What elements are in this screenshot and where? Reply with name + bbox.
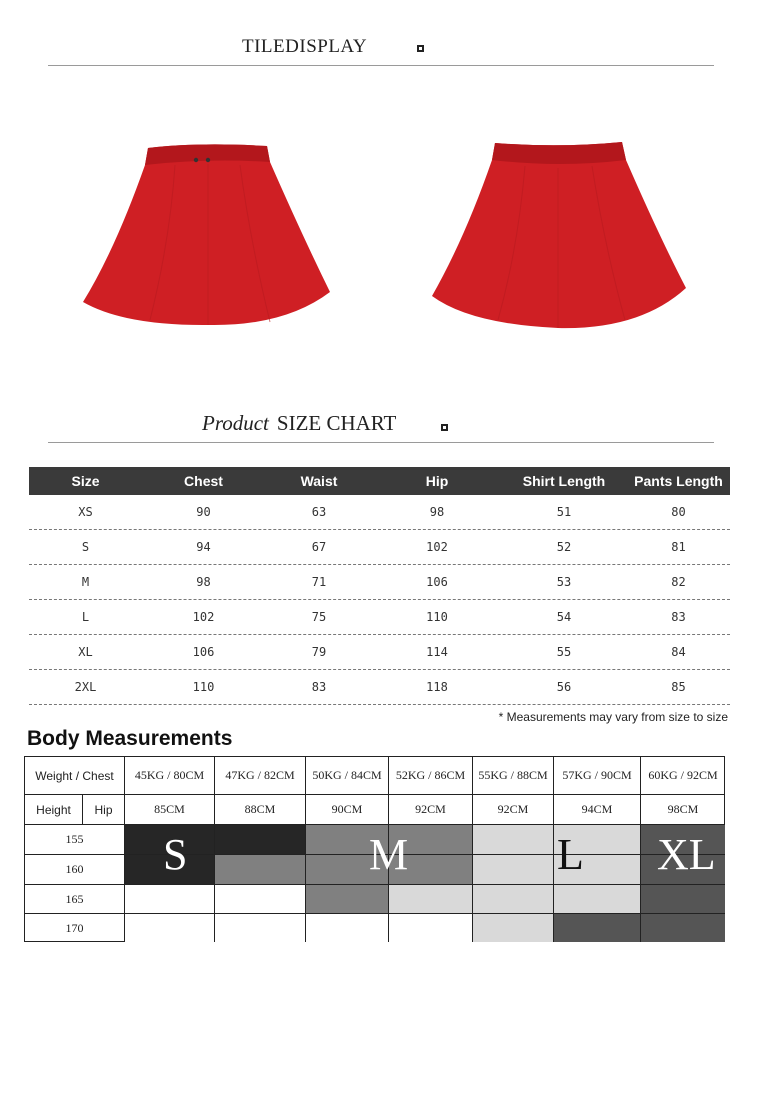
size-cell-xl — [641, 914, 725, 942]
table-row — [29, 530, 730, 565]
cell-chest: 102 — [192, 610, 215, 624]
height-label: Height — [25, 795, 83, 825]
cell-chest: 106 — [192, 645, 215, 659]
hip-cell: 90CM — [306, 795, 389, 825]
brand-square-icon — [417, 45, 424, 52]
size-chart-title-normal: SIZE CHART — [276, 411, 397, 435]
cell-size: XL — [78, 645, 93, 659]
cell-pants-length: 81 — [671, 540, 686, 554]
cell-chest: 90 — [196, 505, 211, 519]
cell-shirt-length: 52 — [556, 540, 572, 554]
hip-cell: 98CM — [641, 795, 725, 825]
hip-cell: 92CM — [389, 795, 473, 825]
body-measurements-title: Body Measurements — [27, 727, 233, 750]
height-cell: 160 — [25, 855, 125, 885]
header-shirt-length: Shirt Length — [522, 473, 606, 489]
weight-chest-cell: 52KG / 86CM — [389, 757, 473, 795]
body-measurements-grid — [24, 756, 725, 942]
size-chart-square-icon — [441, 424, 448, 431]
cell-chest: 94 — [196, 540, 211, 554]
size-letter-l: L — [557, 830, 584, 879]
hip-cell: 94CM — [554, 795, 641, 825]
size-cell-l — [473, 885, 554, 914]
weight-chest-cell: 55KG / 88CM — [473, 757, 554, 795]
cell-pants-length: 80 — [671, 505, 686, 519]
cell-size: 2XL — [74, 680, 97, 694]
size-cell-l — [473, 855, 554, 885]
measurement-note: * Measurements may vary from size to size — [498, 710, 728, 724]
size-cell-m — [215, 855, 306, 885]
size-cell-xl — [554, 914, 641, 942]
weight-chest-cell: 50KG / 84CM — [306, 757, 389, 795]
cell-hip: 102 — [426, 540, 448, 554]
table-row — [29, 495, 730, 530]
header-size: Size — [71, 473, 100, 489]
red-skirt-back — [430, 138, 690, 333]
size-cell-empty — [125, 914, 215, 942]
cell-hip: 110 — [426, 610, 448, 624]
cell-chest: 110 — [192, 680, 215, 694]
cell-shirt-length: 54 — [556, 610, 572, 624]
cell-pants-length: 82 — [671, 575, 686, 589]
table-row — [29, 635, 730, 670]
size-cell-l — [473, 825, 554, 855]
size-cell-l — [389, 885, 473, 914]
size-chart-title-italic: Product — [202, 411, 269, 435]
cell-waist: 63 — [311, 505, 327, 519]
cell-shirt-length: 51 — [556, 505, 572, 519]
size-chart-divider — [48, 442, 714, 443]
size-letter-xl: XL — [657, 830, 716, 879]
cell-pants-length: 84 — [671, 645, 686, 659]
height-cell: 170 — [25, 914, 125, 942]
size-cell-xl — [641, 885, 725, 914]
weight-chest-label: Weight / Chest — [25, 757, 125, 795]
size-cell-s — [215, 825, 306, 855]
size-letter-m: M — [369, 830, 409, 879]
header-hip: Hip — [425, 473, 449, 489]
table-row — [29, 670, 730, 705]
table-row — [29, 600, 730, 635]
size-chart-title — [202, 411, 396, 436]
cell-waist: 83 — [311, 680, 327, 694]
weight-chest-cell: 57KG / 90CM — [554, 757, 641, 795]
size-letter-s: S — [163, 830, 188, 879]
height-cell: 165 — [25, 885, 125, 914]
size-cell-l — [473, 914, 554, 942]
cell-size: M — [81, 575, 90, 589]
header-pants-length: Pants Length — [634, 473, 723, 489]
cell-shirt-length: 55 — [556, 645, 572, 659]
cell-shirt-length: 53 — [556, 575, 572, 589]
size-cell-empty — [125, 885, 215, 914]
size-cell-empty — [306, 914, 389, 942]
cell-size: L — [81, 610, 90, 624]
size-cell-empty — [215, 885, 306, 914]
header-divider — [48, 65, 714, 66]
weight-chest-cell: 47KG / 82CM — [215, 757, 306, 795]
hip-cell: 92CM — [473, 795, 554, 825]
cell-hip: 106 — [426, 575, 448, 589]
height-cell: 155 — [25, 825, 125, 855]
size-cell-empty — [389, 914, 473, 942]
red-skirt-front — [80, 140, 335, 330]
weight-chest-cell: 45KG / 80CM — [125, 757, 215, 795]
cell-pants-length: 83 — [671, 610, 686, 624]
cell-chest: 98 — [196, 575, 211, 589]
cell-pants-length: 85 — [671, 680, 686, 694]
cell-waist: 75 — [311, 610, 327, 624]
hip-cell: 85CM — [125, 795, 215, 825]
header-chest: Chest — [184, 473, 223, 489]
table-row — [29, 565, 730, 600]
cell-size: XS — [78, 505, 93, 519]
hip-label: Hip — [83, 795, 125, 825]
cell-waist: 71 — [311, 575, 327, 589]
hip-cell: 88CM — [215, 795, 306, 825]
cell-hip: 98 — [429, 505, 445, 519]
cell-shirt-length: 56 — [556, 680, 572, 694]
size-cell-m — [306, 885, 389, 914]
size-table-header — [29, 467, 730, 495]
cell-size: S — [81, 540, 90, 554]
size-cell-l — [554, 885, 641, 914]
weight-chest-cell: 60KG / 92CM — [641, 757, 725, 795]
header-waist: Waist — [300, 473, 338, 489]
cell-waist: 67 — [311, 540, 327, 554]
size-table — [29, 467, 730, 705]
cell-hip: 114 — [426, 645, 448, 659]
cell-waist: 79 — [311, 645, 327, 659]
brand-title: TILEDISPLAY — [242, 36, 368, 57]
size-cell-empty — [215, 914, 306, 942]
cell-hip: 118 — [426, 680, 448, 694]
